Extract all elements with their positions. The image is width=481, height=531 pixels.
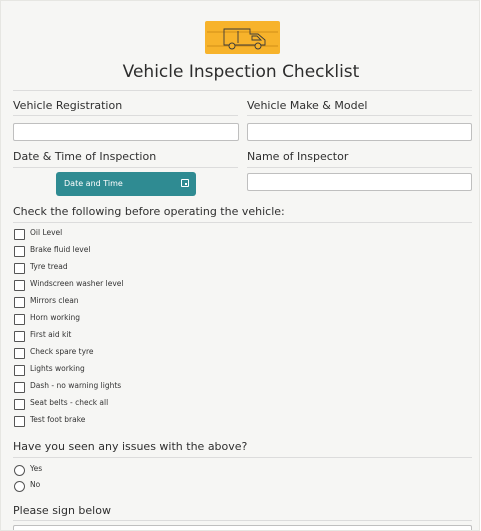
checkbox[interactable] [14, 229, 25, 240]
calendar-icon [181, 179, 189, 187]
issues-question: Have you seen any issues with the above? [13, 440, 248, 453]
checklist-item-label: First aid kit [30, 330, 72, 339]
checkbox[interactable] [14, 382, 25, 393]
datetime-picker-button[interactable] [56, 172, 196, 196]
checklist-item-label: Dash - no warning lights [30, 381, 122, 390]
signature-label: Please sign below [13, 504, 111, 517]
datetime-label: Date & Time of Inspection [13, 150, 157, 163]
make-model-label: Vehicle Make & Model [247, 99, 368, 112]
checklist-item-label: Brake fluid level [30, 245, 91, 254]
checklist-item-label: Seat belts - check all [30, 398, 109, 407]
divider [13, 115, 238, 116]
inspector-label: Name of Inspector [247, 150, 349, 163]
checklist-item-label: Test foot brake [30, 415, 86, 424]
page-title: Vehicle Inspection Checklist [122, 62, 360, 82]
radio-button[interactable] [14, 465, 25, 476]
radio-label: No [30, 480, 41, 489]
checklist-heading: Check the following before operating the vehicle: [13, 205, 285, 218]
checklist-item-label: Mirrors clean [30, 296, 79, 305]
datetime-button-label: Date and Time [64, 179, 123, 188]
make-model-input[interactable] [247, 123, 472, 141]
checkbox[interactable] [14, 263, 25, 274]
checkbox[interactable] [14, 297, 25, 308]
radio-button[interactable] [14, 481, 25, 492]
divider [13, 90, 472, 91]
checkbox[interactable] [14, 365, 25, 376]
registration-label: Vehicle Registration [13, 99, 123, 112]
divider [247, 115, 472, 116]
van-icon [205, 21, 280, 54]
checkbox[interactable] [14, 348, 25, 359]
inspector-input[interactable] [247, 173, 472, 191]
registration-input[interactable] [13, 123, 239, 141]
signature-pad[interactable] [13, 525, 472, 531]
divider [13, 222, 472, 223]
checkbox[interactable] [14, 246, 25, 257]
radio-label: Yes [30, 464, 43, 473]
checklist-item-label: Windscreen washer level [30, 279, 124, 288]
checklist-item-label: Check spare tyre [30, 347, 94, 356]
divider [247, 167, 472, 168]
checkbox[interactable] [14, 399, 25, 410]
divider [13, 167, 238, 168]
checkbox[interactable] [14, 314, 25, 325]
divider [13, 457, 472, 458]
checklist-item-label: Oil Level [30, 228, 63, 237]
checkbox[interactable] [14, 280, 25, 291]
divider [13, 520, 472, 521]
checkbox[interactable] [14, 331, 25, 342]
checklist-item-label: Horn working [30, 313, 81, 322]
checklist-item-label: Lights working [30, 364, 85, 373]
checkbox[interactable] [14, 416, 25, 427]
checklist-item-label: Tyre tread [30, 262, 68, 271]
